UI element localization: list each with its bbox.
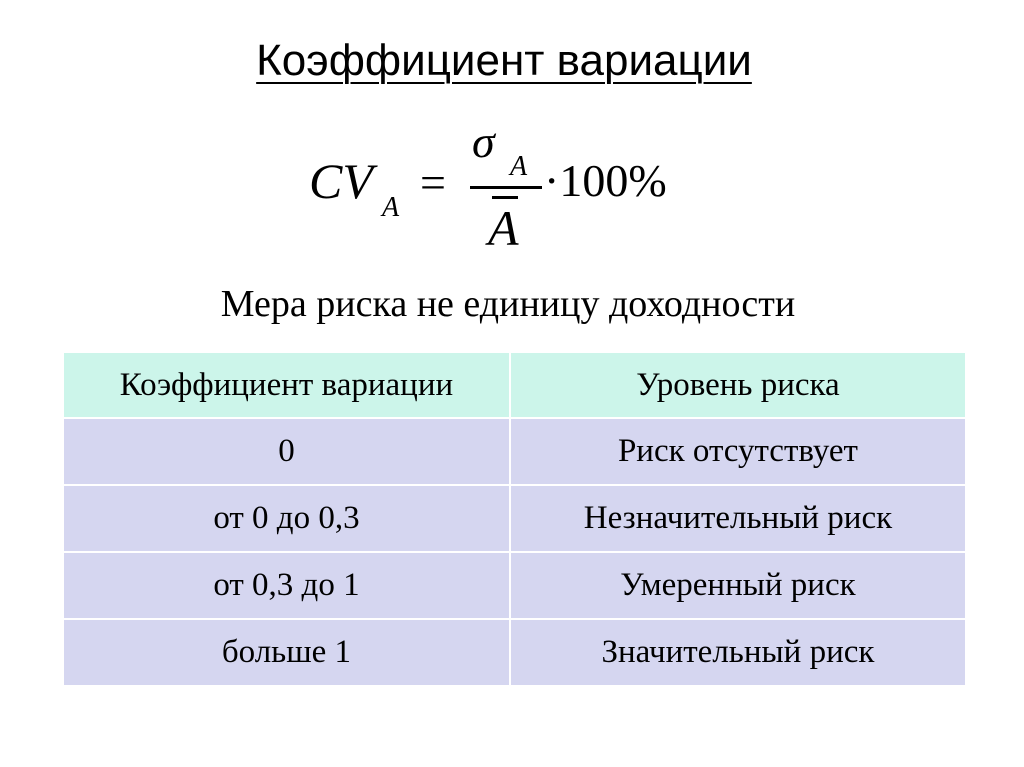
title-text: Коэффициент вариации bbox=[256, 36, 752, 85]
table-row bbox=[64, 552, 966, 619]
formula-multiplier: ·100% bbox=[544, 155, 667, 206]
formula-numerator-subscript: A bbox=[510, 151, 528, 182]
formula-equals: = bbox=[420, 157, 446, 208]
cell-coefficient: больше 1 bbox=[64, 619, 510, 686]
cv-formula bbox=[0, 0, 1024, 280]
cell-risk-level: Риск отсутствует bbox=[510, 418, 966, 485]
subtitle: Мера риска не единицу доходности bbox=[220, 283, 796, 325]
table-row bbox=[64, 619, 966, 686]
formula-numerator: σ bbox=[472, 116, 495, 167]
formula-lhs-subscript: A bbox=[382, 192, 400, 223]
cell-coefficient: от 0,3 до 1 bbox=[64, 552, 510, 619]
cell-coefficient: от 0 до 0,3 bbox=[64, 485, 510, 552]
table-row bbox=[64, 418, 966, 485]
cell-risk-level: Незначительный риск bbox=[510, 485, 966, 552]
table-row bbox=[64, 485, 966, 552]
cell-risk-level: Значительный риск bbox=[510, 619, 966, 686]
fraction-bar bbox=[470, 186, 542, 189]
formula-denominator: A bbox=[488, 200, 519, 256]
mean-overline bbox=[492, 196, 518, 199]
table-header-row bbox=[64, 353, 966, 418]
cell-risk-level: Умеренный риск bbox=[510, 552, 966, 619]
risk-table bbox=[64, 353, 967, 687]
formula-lhs: CV bbox=[309, 153, 373, 209]
cell-coefficient: 0 bbox=[64, 418, 510, 485]
header-risk-level: Уровень риска bbox=[510, 353, 966, 418]
header-coefficient: Коэффициент вариации bbox=[64, 353, 510, 418]
